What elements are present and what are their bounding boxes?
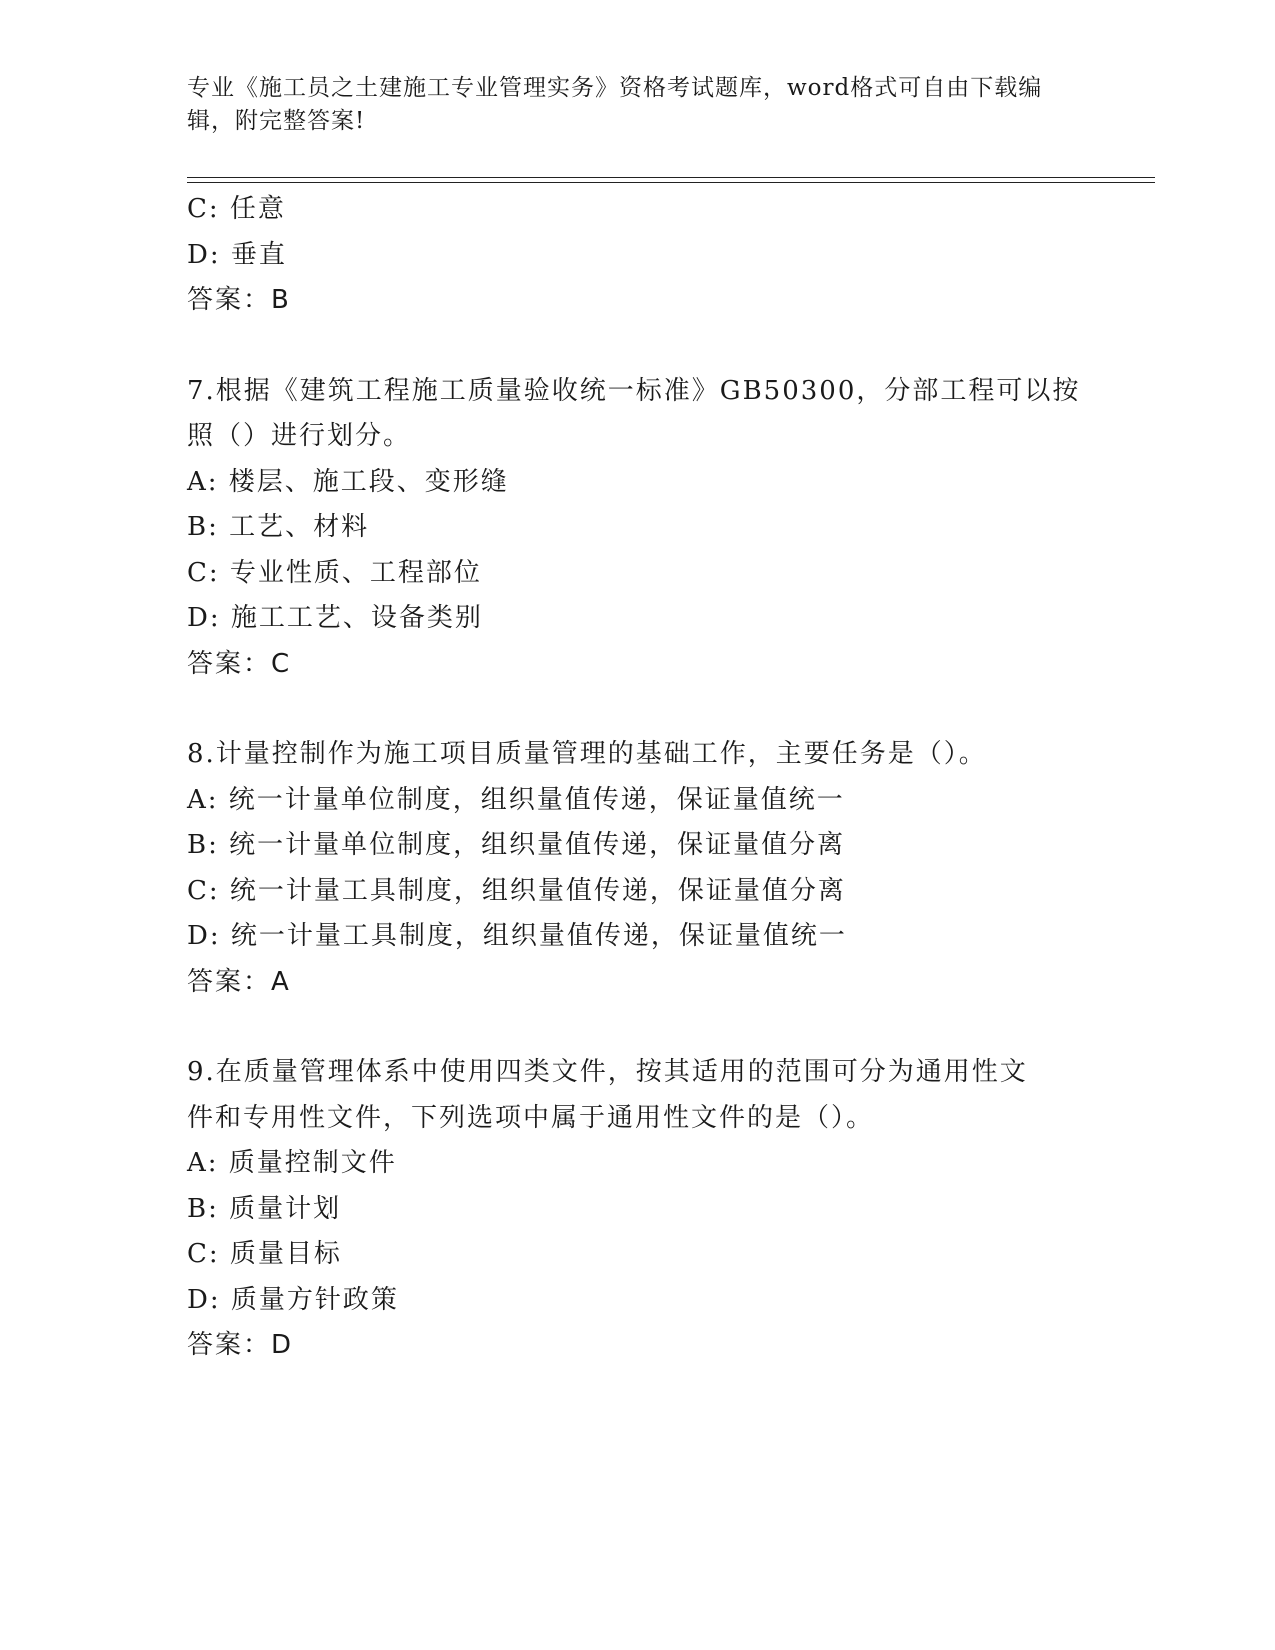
option-c: C: 统一计量工具制度，组织量值传递，保证量值分离 xyxy=(187,875,846,906)
header-divider-bottom xyxy=(187,182,1155,183)
question-stem-line: 8.计量控制作为施工项目质量管理的基础工作，主要任务是（）。 xyxy=(187,739,987,769)
answer-line: 答案：B xyxy=(187,285,291,315)
option-b: B: 统一计量单位制度，组织量值传递，保证量值分离 xyxy=(187,830,846,860)
question-7 xyxy=(187,369,1087,688)
document-header xyxy=(187,72,1067,138)
answer-line: 答案：A xyxy=(187,966,291,997)
question-stem-line: 9.在质量管理体系中使用四类文件，按其适用的范围可分为通用性文 xyxy=(187,1057,1028,1087)
option-c: C: 专业性质、工程部位 xyxy=(187,557,482,588)
answer-line: 答案：D xyxy=(187,1330,294,1360)
option-d: D: 统一计量工具制度，组织量值传递，保证量值统一 xyxy=(187,921,847,951)
question-stem-line: 件和专用性文件，下列选项中属于通用性文件的是（）。 xyxy=(187,1102,875,1133)
option-d: D: 垂直 xyxy=(187,239,287,270)
question-content xyxy=(187,187,1087,1369)
option-a: A: 统一计量单位制度，组织量值传递，保证量值统一 xyxy=(187,784,845,815)
option-b: B: 质量计划 xyxy=(187,1193,342,1224)
question-8 xyxy=(187,732,1087,1005)
previous-question-tail xyxy=(187,187,1087,324)
header-intro-text: 专业《施工员之土建施工专业管理实务》资格考试题库，word格式可自由下载编辑，附完整答案! xyxy=(187,75,1043,134)
option-c: C: 任意 xyxy=(187,194,286,224)
option-d: D: 质量方针政策 xyxy=(187,1284,399,1315)
option-a: A: 楼层、施工段、变形缝 xyxy=(187,466,509,497)
option-a: A: 质量控制文件 xyxy=(187,1148,397,1178)
option-b: B: 工艺、材料 xyxy=(187,512,370,542)
question-stem-line: 7.根据《建筑工程施工质量验收统一标准》GB50300，分部工程可以按 xyxy=(187,375,1081,406)
option-d: D: 施工工艺、设备类别 xyxy=(187,603,483,633)
question-stem-line: 照（）进行划分。 xyxy=(187,421,412,451)
option-c: C: 质量目标 xyxy=(187,1239,342,1269)
question-9 xyxy=(187,1050,1087,1369)
answer-line: 答案：C xyxy=(187,648,292,679)
header-divider-top xyxy=(187,177,1155,178)
